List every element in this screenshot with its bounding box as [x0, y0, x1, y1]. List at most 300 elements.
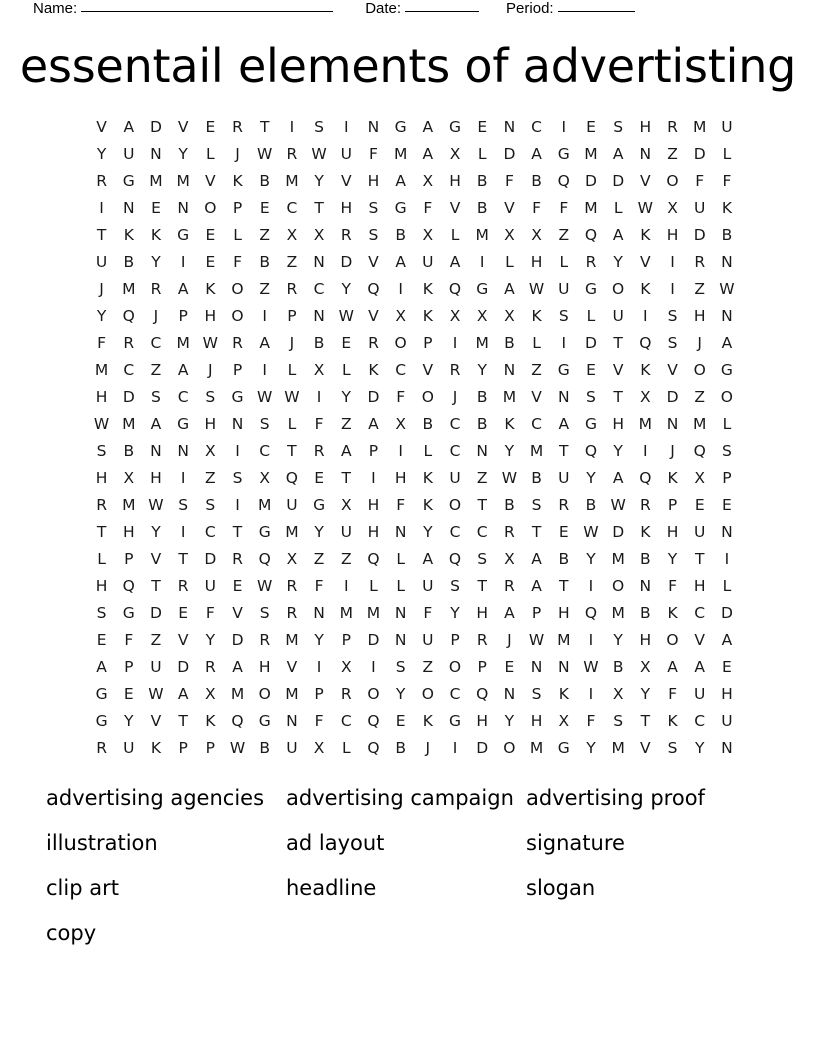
grid-cell[interactable]: C: [531, 415, 542, 433]
grid-cell[interactable]: H: [530, 253, 543, 271]
grid-cell[interactable]: O: [421, 388, 434, 406]
grid-cell[interactable]: T: [559, 577, 569, 595]
grid-cell[interactable]: J: [235, 145, 240, 163]
grid-cell[interactable]: A: [612, 469, 624, 487]
grid-cell[interactable]: L: [423, 442, 433, 460]
grid-cell[interactable]: A: [177, 361, 189, 379]
grid-cell[interactable]: Q: [122, 307, 135, 325]
grid-cell[interactable]: W: [148, 496, 164, 514]
grid-cell[interactable]: A: [721, 334, 733, 352]
grid-cell[interactable]: F: [124, 631, 134, 649]
grid-cell[interactable]: G: [177, 415, 190, 433]
grid-cell[interactable]: D: [367, 388, 380, 406]
grid-cell[interactable]: M: [393, 145, 408, 163]
grid-cell[interactable]: F: [504, 172, 514, 190]
grid-cell[interactable]: X: [694, 469, 706, 487]
grid-cell[interactable]: R: [204, 658, 216, 676]
grid-cell[interactable]: S: [586, 388, 596, 406]
grid-cell[interactable]: W: [257, 577, 273, 595]
word-list-item[interactable]: slogan: [526, 876, 596, 900]
grid-cell[interactable]: F: [205, 604, 215, 622]
grid-cell[interactable]: Y: [314, 631, 324, 649]
grid-cell[interactable]: S: [96, 604, 107, 622]
grid-cell[interactable]: Q: [639, 469, 652, 487]
grid-cell[interactable]: N: [394, 523, 407, 541]
grid-cell[interactable]: R: [286, 280, 298, 298]
grid-cell[interactable]: G: [231, 388, 244, 406]
grid-cell[interactable]: K: [640, 280, 651, 298]
grid-cell[interactable]: U: [204, 577, 217, 595]
grid-cell[interactable]: V: [96, 118, 107, 136]
grid-cell[interactable]: J: [289, 334, 295, 352]
grid-cell[interactable]: R: [232, 118, 243, 136]
grid-cell[interactable]: A: [449, 253, 461, 271]
grid-cell[interactable]: P: [314, 685, 324, 703]
grid-cell[interactable]: H: [150, 469, 162, 487]
grid-cell[interactable]: A: [422, 118, 434, 136]
grid-cell[interactable]: E: [205, 253, 216, 271]
grid-cell[interactable]: S: [450, 577, 460, 595]
grid-cell[interactable]: D: [666, 388, 679, 406]
grid-cell[interactable]: N: [313, 307, 325, 325]
grid-cell[interactable]: I: [670, 253, 675, 271]
grid-cell[interactable]: I: [452, 334, 458, 352]
grid-cell[interactable]: S: [613, 712, 624, 730]
grid-cell[interactable]: D: [612, 523, 625, 541]
grid-cell[interactable]: N: [639, 577, 652, 595]
grid-cell[interactable]: B: [504, 496, 515, 514]
grid-cell[interactable]: A: [150, 415, 162, 433]
grid-cell[interactable]: I: [670, 280, 675, 298]
grid-cell[interactable]: N: [367, 118, 380, 136]
grid-cell[interactable]: G: [449, 712, 462, 730]
grid-cell[interactable]: Y: [450, 604, 460, 622]
grid-cell[interactable]: T: [531, 523, 542, 541]
grid-cell[interactable]: G: [557, 739, 570, 757]
grid-cell[interactable]: X: [286, 226, 298, 244]
grid-cell[interactable]: M: [122, 415, 136, 433]
grid-cell[interactable]: E: [205, 226, 216, 244]
grid-cell[interactable]: K: [558, 685, 569, 703]
grid-cell[interactable]: O: [612, 577, 625, 595]
grid-cell[interactable]: G: [95, 712, 108, 730]
grid-cell[interactable]: M: [638, 415, 653, 433]
grid-cell[interactable]: U: [286, 496, 298, 514]
grid-cell[interactable]: L: [97, 550, 106, 568]
grid-cell[interactable]: U: [422, 253, 434, 271]
grid-cell[interactable]: L: [369, 577, 378, 595]
grid-cell[interactable]: S: [613, 118, 624, 136]
grid-cell[interactable]: T: [559, 442, 569, 460]
grid-cell[interactable]: S: [667, 334, 678, 352]
grid-cell[interactable]: Y: [314, 172, 324, 190]
grid-cell[interactable]: C: [449, 523, 461, 541]
grid-cell[interactable]: R: [313, 442, 325, 460]
grid-cell[interactable]: S: [96, 442, 107, 460]
grid-cell[interactable]: B: [476, 415, 488, 433]
grid-cell[interactable]: I: [343, 118, 349, 136]
grid-cell[interactable]: M: [475, 226, 489, 244]
grid-cell[interactable]: P: [232, 361, 243, 379]
grid-cell[interactable]: G: [258, 523, 271, 541]
grid-cell[interactable]: M: [339, 604, 353, 622]
grid-cell[interactable]: R: [504, 577, 515, 595]
grid-cell[interactable]: O: [394, 334, 407, 352]
grid-cell[interactable]: C: [694, 604, 706, 622]
grid-cell[interactable]: T: [613, 334, 623, 352]
grid-cell[interactable]: T: [477, 577, 487, 595]
grid-cell[interactable]: I: [180, 469, 186, 487]
grid-cell[interactable]: H: [693, 307, 706, 325]
grid-cell[interactable]: H: [95, 469, 108, 487]
grid-cell[interactable]: K: [640, 361, 651, 379]
grid-cell[interactable]: X: [612, 685, 624, 703]
grid-cell[interactable]: C: [449, 415, 461, 433]
grid-cell[interactable]: K: [205, 712, 216, 730]
grid-cell[interactable]: I: [180, 523, 186, 541]
grid-cell[interactable]: E: [151, 199, 161, 217]
grid-cell[interactable]: L: [287, 415, 297, 433]
word-list-item[interactable]: advertising campaign: [286, 786, 514, 810]
grid-cell[interactable]: H: [122, 523, 135, 541]
grid-cell[interactable]: U: [95, 253, 108, 271]
grid-cell[interactable]: M: [529, 442, 544, 460]
grid-cell[interactable]: C: [340, 712, 352, 730]
grid-cell[interactable]: S: [232, 469, 243, 487]
grid-cell[interactable]: Y: [96, 145, 107, 163]
grid-cell[interactable]: W: [202, 334, 218, 352]
grid-cell[interactable]: B: [476, 199, 488, 217]
grid-cell[interactable]: G: [584, 280, 597, 298]
grid-cell[interactable]: I: [316, 388, 322, 406]
grid-cell[interactable]: N: [231, 415, 244, 433]
grid-cell[interactable]: K: [667, 469, 678, 487]
grid-cell[interactable]: G: [476, 280, 489, 298]
grid-cell[interactable]: C: [449, 685, 461, 703]
grid-cell[interactable]: X: [504, 226, 515, 244]
grid-cell[interactable]: A: [558, 415, 570, 433]
grid-cell[interactable]: V: [422, 361, 434, 379]
grid-cell[interactable]: F: [369, 145, 378, 163]
grid-cell[interactable]: J: [425, 739, 431, 757]
grid-cell[interactable]: R: [232, 334, 243, 352]
grid-cell[interactable]: W: [338, 307, 354, 325]
grid-cell[interactable]: M: [611, 604, 625, 622]
grid-cell[interactable]: E: [586, 361, 596, 379]
grid-cell[interactable]: T: [341, 469, 352, 487]
word-list-item[interactable]: ad layout: [286, 831, 385, 855]
grid-cell[interactable]: I: [588, 685, 594, 703]
grid-cell[interactable]: U: [694, 685, 706, 703]
grid-cell[interactable]: W: [637, 199, 653, 217]
grid-cell[interactable]: D: [476, 739, 489, 757]
grid-cell[interactable]: L: [505, 253, 514, 271]
grid-cell[interactable]: A: [694, 658, 706, 676]
grid-cell[interactable]: K: [640, 226, 651, 244]
grid-cell[interactable]: O: [448, 658, 462, 676]
grid-cell[interactable]: H: [639, 631, 652, 649]
grid-cell[interactable]: U: [286, 739, 298, 757]
grid-cell[interactable]: G: [258, 712, 271, 730]
grid-cell[interactable]: K: [205, 280, 216, 298]
grid-cell[interactable]: N: [557, 388, 570, 406]
grid-cell[interactable]: C: [476, 523, 488, 541]
grid-cell[interactable]: N: [721, 523, 733, 541]
grid-cell[interactable]: T: [178, 712, 188, 730]
grid-cell[interactable]: B: [531, 172, 542, 190]
grid-cell[interactable]: E: [205, 118, 216, 136]
grid-cell[interactable]: V: [150, 712, 162, 730]
grid-cell[interactable]: G: [177, 226, 190, 244]
grid-cell[interactable]: S: [667, 307, 678, 325]
grid-cell[interactable]: Y: [96, 307, 107, 325]
grid-cell[interactable]: D: [122, 388, 135, 406]
grid-cell[interactable]: P: [341, 631, 351, 649]
grid-cell[interactable]: W: [583, 658, 599, 676]
grid-cell[interactable]: X: [340, 658, 352, 676]
grid-cell[interactable]: Y: [151, 523, 161, 541]
grid-cell[interactable]: B: [259, 172, 271, 190]
grid-cell[interactable]: R: [667, 118, 678, 136]
grid-cell[interactable]: K: [667, 712, 678, 730]
grid-cell[interactable]: L: [722, 577, 732, 595]
grid-cell[interactable]: N: [313, 253, 325, 271]
grid-cell[interactable]: Y: [124, 712, 134, 730]
grid-cell[interactable]: V: [232, 604, 243, 622]
grid-cell[interactable]: M: [285, 523, 299, 541]
grid-cell[interactable]: R: [639, 496, 651, 514]
grid-cell[interactable]: A: [177, 280, 189, 298]
grid-cell[interactable]: K: [667, 604, 678, 622]
word-list-item[interactable]: copy: [46, 921, 97, 945]
grid-cell[interactable]: H: [476, 604, 489, 622]
grid-cell[interactable]: R: [96, 739, 107, 757]
grid-cell[interactable]: P: [287, 307, 297, 325]
grid-cell[interactable]: B: [558, 550, 570, 568]
grid-cell[interactable]: M: [502, 388, 517, 406]
grid-cell[interactable]: Z: [259, 226, 271, 244]
grid-cell[interactable]: Z: [667, 145, 678, 163]
grid-cell[interactable]: E: [504, 658, 515, 676]
grid-cell[interactable]: M: [285, 172, 299, 190]
grid-cell[interactable]: B: [504, 334, 515, 352]
grid-cell[interactable]: F: [314, 712, 324, 730]
grid-cell[interactable]: Q: [639, 334, 652, 352]
grid-cell[interactable]: L: [341, 739, 351, 757]
grid-cell[interactable]: E: [558, 523, 569, 541]
grid-cell[interactable]: I: [262, 361, 267, 379]
grid-cell[interactable]: R: [368, 334, 379, 352]
grid-cell[interactable]: P: [368, 442, 379, 460]
grid-cell[interactable]: T: [178, 550, 188, 568]
grid-cell[interactable]: D: [231, 631, 244, 649]
grid-cell[interactable]: K: [422, 469, 433, 487]
grid-cell[interactable]: A: [259, 334, 271, 352]
grid-cell[interactable]: S: [205, 388, 216, 406]
grid-cell[interactable]: X: [313, 361, 325, 379]
grid-cell[interactable]: M: [122, 496, 136, 514]
grid-cell[interactable]: I: [561, 118, 567, 136]
grid-cell[interactable]: T: [314, 199, 324, 217]
grid-cell[interactable]: S: [259, 604, 270, 622]
grid-cell[interactable]: G: [122, 172, 135, 190]
grid-cell[interactable]: J: [507, 631, 512, 649]
grid-cell[interactable]: V: [667, 361, 678, 379]
grid-cell[interactable]: U: [123, 739, 135, 757]
grid-cell[interactable]: V: [640, 253, 651, 271]
grid-cell[interactable]: I: [371, 469, 376, 487]
grid-cell[interactable]: Y: [640, 685, 651, 703]
grid-cell[interactable]: A: [504, 604, 515, 622]
grid-cell[interactable]: G: [95, 685, 108, 703]
grid-cell[interactable]: I: [452, 739, 458, 757]
grid-cell[interactable]: N: [394, 604, 407, 622]
grid-cell[interactable]: K: [422, 712, 433, 730]
grid-cell[interactable]: D: [367, 631, 380, 649]
grid-cell[interactable]: T: [96, 523, 107, 541]
grid-cell[interactable]: T: [151, 577, 161, 595]
grid-cell[interactable]: L: [586, 307, 596, 325]
grid-cell[interactable]: D: [585, 334, 597, 352]
grid-cell[interactable]: W: [719, 280, 735, 298]
grid-cell[interactable]: X: [504, 307, 515, 325]
grid-cell[interactable]: Z: [286, 253, 298, 271]
word-list-item[interactable]: clip art: [46, 876, 119, 900]
grid-cell[interactable]: Q: [367, 712, 380, 730]
grid-cell[interactable]: E: [477, 118, 488, 136]
grid-cell[interactable]: H: [95, 577, 108, 595]
grid-cell[interactable]: A: [96, 658, 107, 676]
grid-cell[interactable]: C: [395, 361, 407, 379]
grid-cell[interactable]: N: [503, 118, 516, 136]
grid-cell[interactable]: U: [150, 658, 162, 676]
grid-cell[interactable]: X: [667, 199, 678, 217]
grid-cell[interactable]: N: [721, 307, 733, 325]
grid-cell[interactable]: S: [314, 118, 325, 136]
grid-cell[interactable]: O: [720, 388, 733, 406]
grid-cell[interactable]: I: [588, 631, 594, 649]
grid-cell[interactable]: F: [423, 604, 433, 622]
grid-cell[interactable]: M: [122, 280, 136, 298]
grid-cell[interactable]: R: [232, 550, 243, 568]
grid-cell[interactable]: D: [693, 226, 706, 244]
grid-cell[interactable]: Y: [341, 280, 352, 298]
grid-cell[interactable]: J: [452, 388, 458, 406]
grid-cell[interactable]: T: [287, 442, 297, 460]
grid-cell[interactable]: Q: [584, 442, 598, 460]
grid-cell[interactable]: E: [586, 118, 596, 136]
grid-cell[interactable]: P: [124, 550, 134, 568]
grid-cell[interactable]: W: [257, 145, 273, 163]
grid-cell[interactable]: A: [721, 631, 733, 649]
grid-cell[interactable]: L: [722, 145, 732, 163]
grid-cell[interactable]: A: [395, 253, 406, 271]
grid-cell[interactable]: Q: [448, 550, 462, 568]
grid-cell[interactable]: Z: [150, 631, 162, 649]
grid-cell[interactable]: I: [289, 118, 295, 136]
grid-cell[interactable]: A: [422, 550, 434, 568]
grid-cell[interactable]: X: [640, 658, 651, 676]
grid-cell[interactable]: S: [368, 226, 379, 244]
grid-cell[interactable]: S: [151, 388, 161, 406]
grid-cell[interactable]: N: [503, 685, 516, 703]
grid-cell[interactable]: R: [585, 253, 597, 271]
grid-cell[interactable]: F: [314, 577, 324, 595]
grid-cell[interactable]: X: [422, 226, 434, 244]
grid-cell[interactable]: L: [341, 361, 351, 379]
grid-cell[interactable]: H: [204, 415, 217, 433]
grid-cell[interactable]: X: [205, 685, 216, 703]
grid-cell[interactable]: A: [177, 685, 189, 703]
grid-cell[interactable]: A: [531, 577, 542, 595]
grid-cell[interactable]: N: [150, 145, 162, 163]
grid-cell[interactable]: W: [528, 280, 545, 298]
grid-cell[interactable]: Y: [395, 685, 406, 703]
grid-cell[interactable]: H: [693, 577, 706, 595]
grid-cell[interactable]: B: [476, 388, 488, 406]
grid-cell[interactable]: E: [694, 496, 705, 514]
grid-cell[interactable]: C: [313, 280, 325, 298]
grid-cell[interactable]: P: [423, 334, 433, 352]
grid-cell[interactable]: Q: [693, 442, 706, 460]
grid-cell[interactable]: N: [150, 442, 162, 460]
grid-cell[interactable]: Z: [205, 469, 216, 487]
grid-cell[interactable]: W: [93, 415, 110, 433]
grid-cell[interactable]: H: [449, 172, 461, 190]
grid-cell[interactable]: W: [501, 469, 518, 487]
grid-cell[interactable]: O: [204, 199, 217, 217]
grid-cell[interactable]: N: [313, 604, 325, 622]
grid-cell[interactable]: A: [612, 145, 624, 163]
grid-cell[interactable]: E: [123, 685, 134, 703]
grid-cell[interactable]: U: [721, 118, 733, 136]
grid-cell[interactable]: X: [205, 442, 216, 460]
grid-cell[interactable]: W: [610, 496, 626, 514]
grid-cell[interactable]: T: [477, 496, 487, 514]
grid-cell[interactable]: T: [613, 388, 623, 406]
grid-cell[interactable]: X: [259, 469, 271, 487]
grid-cell[interactable]: O: [666, 172, 679, 190]
grid-cell[interactable]: N: [177, 199, 189, 217]
grid-cell[interactable]: O: [693, 361, 706, 379]
grid-cell[interactable]: T: [232, 523, 243, 541]
grid-cell[interactable]: V: [612, 361, 624, 379]
grid-cell[interactable]: N: [394, 631, 407, 649]
grid-cell[interactable]: Z: [694, 388, 706, 406]
grid-cell[interactable]: V: [504, 199, 515, 217]
grid-cell[interactable]: N: [286, 712, 298, 730]
grid-cell[interactable]: H: [394, 469, 407, 487]
grid-cell[interactable]: B: [422, 415, 434, 433]
grid-cell[interactable]: B: [395, 739, 406, 757]
grid-cell[interactable]: L: [532, 334, 541, 352]
grid-cell[interactable]: I: [316, 658, 322, 676]
grid-cell[interactable]: Y: [586, 469, 596, 487]
grid-cell[interactable]: F: [233, 253, 242, 271]
grid-cell[interactable]: O: [503, 739, 516, 757]
grid-cell[interactable]: W: [229, 739, 246, 757]
grid-cell[interactable]: U: [422, 631, 434, 649]
grid-cell[interactable]: M: [529, 739, 544, 757]
word-list-item[interactable]: illustration: [46, 831, 158, 855]
grid-cell[interactable]: Z: [313, 550, 325, 568]
grid-cell[interactable]: A: [531, 550, 542, 568]
grid-cell[interactable]: I: [180, 253, 186, 271]
grid-cell[interactable]: U: [558, 280, 570, 298]
grid-cell[interactable]: R: [340, 685, 352, 703]
grid-cell[interactable]: H: [95, 388, 108, 406]
grid-cell[interactable]: J: [153, 307, 159, 325]
